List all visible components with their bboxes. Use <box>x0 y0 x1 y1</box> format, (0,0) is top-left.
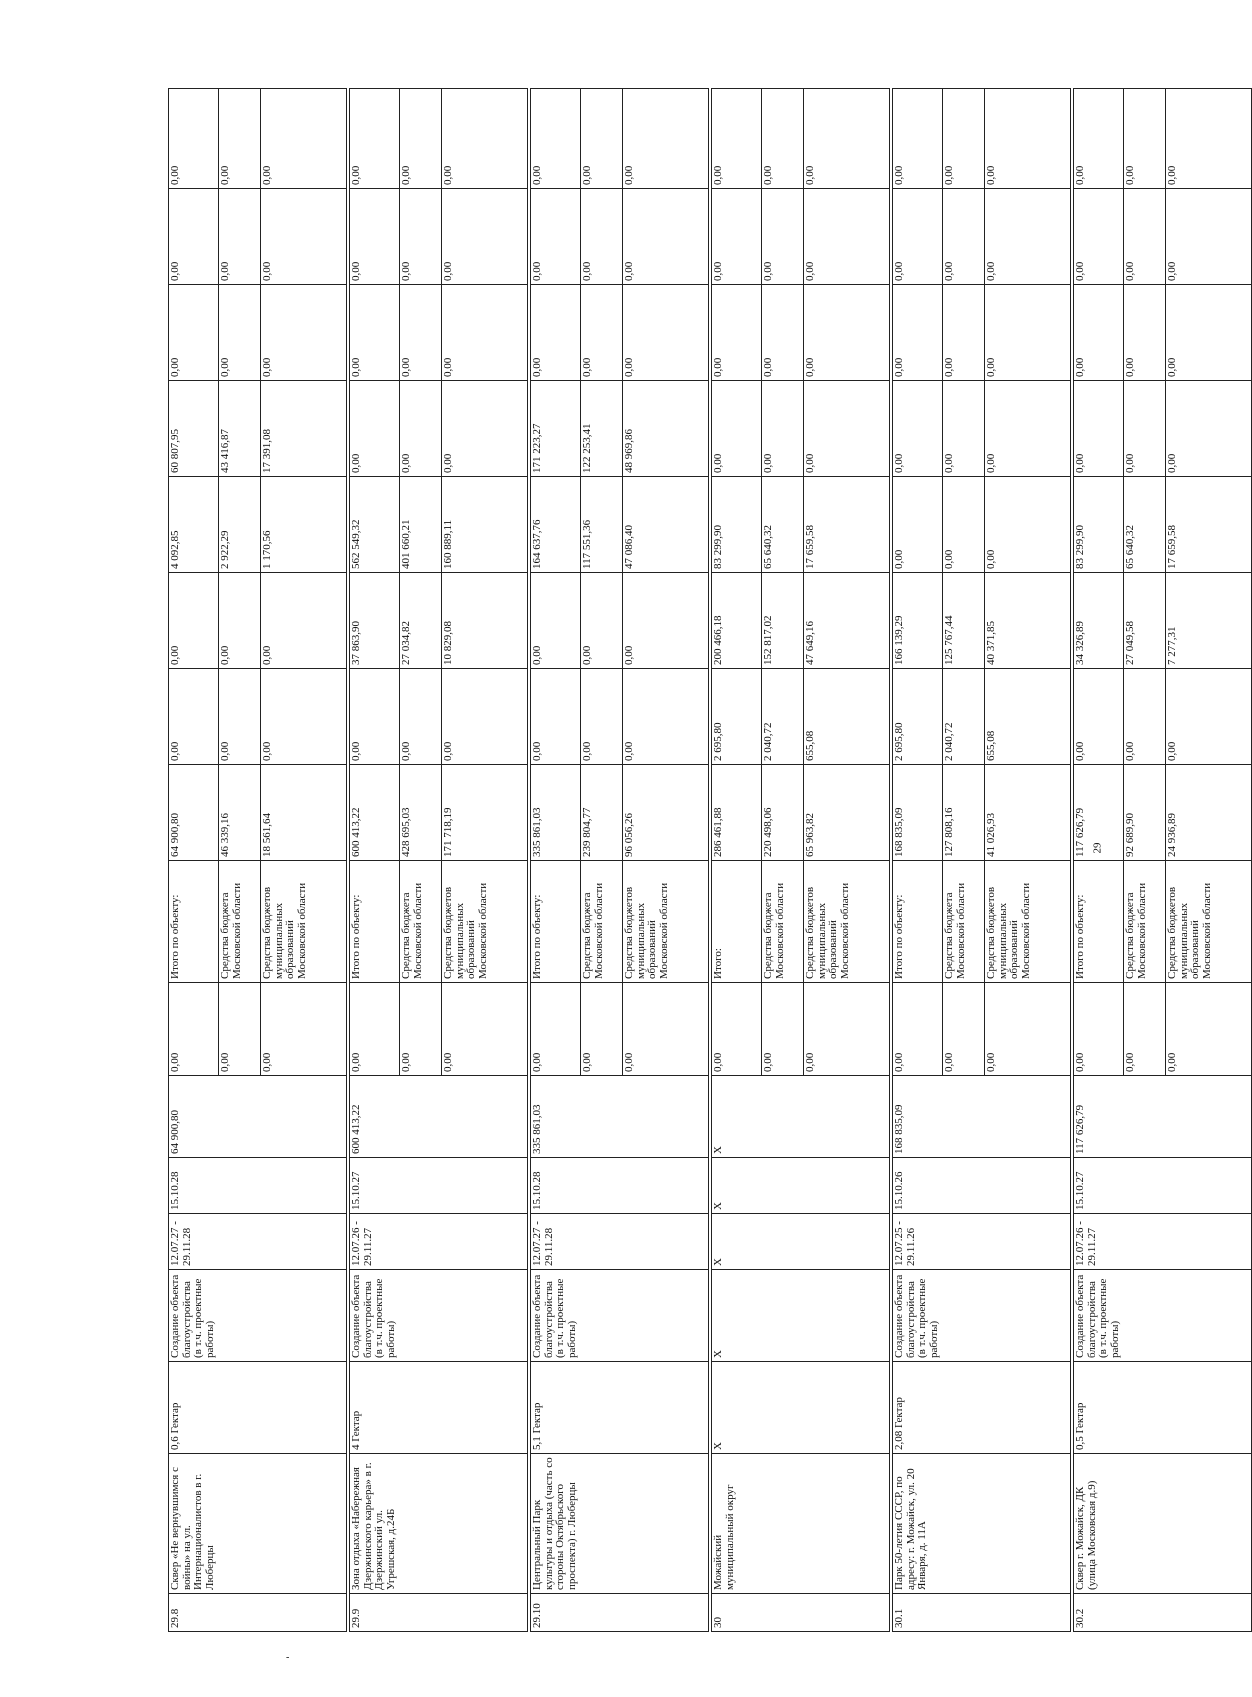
amount-cell: 0,00 <box>893 189 943 285</box>
amount-cell: 0,00 <box>985 477 1071 573</box>
amount-cell: 168 835,09 <box>893 765 943 861</box>
capacity-cell: 0,5 Гектар <box>1074 1362 1252 1454</box>
total-cost-cell: 64 900,80 <box>169 1076 347 1158</box>
amount-cell: 166 139,29 <box>893 573 943 669</box>
amount-cell: 0,00 <box>219 189 261 285</box>
amount-cell: 41 026,93 <box>985 765 1071 861</box>
amount-cell: 0,00 <box>261 189 347 285</box>
table-row <box>893 89 943 1632</box>
amount-cell: 64 900,80 <box>169 765 219 861</box>
amount-cell: 0,00 <box>169 189 219 285</box>
amount-cell: 152 817,02 <box>762 573 804 669</box>
work-type-cell: Создание объекта благоустройства (в т.ч. проектные работы) <box>531 1270 709 1362</box>
amount-cell: 0,00 <box>712 89 762 189</box>
amount-cell: 17 391,08 <box>261 381 347 477</box>
amount-cell: 0,00 <box>804 89 890 189</box>
amount-cell: 2 695,80 <box>712 669 762 765</box>
amount-cell: 0,00 <box>261 89 347 189</box>
amount-cell: 0,00 <box>219 285 261 381</box>
funding-source-cell: Итого по объекту: <box>169 861 219 983</box>
amount-cell: 34 326,89 <box>1074 573 1124 669</box>
open-date-cell: 15.10.27 <box>350 1158 528 1214</box>
amount-cell: 0,00 <box>531 285 581 381</box>
amount-cell: 286 461,88 <box>712 765 762 861</box>
funding-source-cell: Итого по объекту: <box>531 861 581 983</box>
funding-source-cell: Средства бюджетов муниципальных образований Московской области <box>261 861 347 983</box>
amount-cell: 47 086,40 <box>623 477 709 573</box>
spent-cell: 0,00 <box>442 983 528 1076</box>
amount-cell: 0,00 <box>400 669 442 765</box>
total-cost-cell: 117 626,79 <box>1074 1076 1252 1158</box>
spent-cell: 0,00 <box>985 983 1071 1076</box>
amount-cell: 48 969,86 <box>623 381 709 477</box>
amount-cell: 0,00 <box>442 89 528 189</box>
amount-cell: 0,00 <box>261 669 347 765</box>
capacity-cell: 5,1 Гектар <box>531 1362 709 1454</box>
spent-cell: 0,00 <box>169 983 219 1076</box>
capacity-cell: 2,08 Гектар <box>893 1362 1071 1454</box>
object-name-cell: Можайский муниципальный округ <box>712 1454 890 1594</box>
table-row <box>350 89 400 1632</box>
amount-cell: 0,00 <box>400 285 442 381</box>
amount-cell: 37 863,90 <box>350 573 400 669</box>
amount-cell: 0,00 <box>1124 189 1166 285</box>
amount-cell: 0,00 <box>893 477 943 573</box>
amount-cell: 24 936,89 <box>1166 765 1252 861</box>
amount-cell: 0,00 <box>943 381 985 477</box>
spent-cell: 0,00 <box>893 983 943 1076</box>
amount-cell: 2 922,29 <box>219 477 261 573</box>
amount-cell: 0,00 <box>261 573 347 669</box>
period-cell: X <box>712 1214 890 1270</box>
amount-cell: 164 637,76 <box>531 477 581 573</box>
amount-cell: 83 299,90 <box>1074 477 1124 573</box>
amount-cell: 27 049,58 <box>1124 573 1166 669</box>
spent-cell: 0,00 <box>1166 983 1252 1076</box>
work-type-cell: X <box>712 1270 890 1362</box>
amount-cell: 0,00 <box>219 669 261 765</box>
amount-cell: 171 718,19 <box>442 765 528 861</box>
amount-cell: 0,00 <box>400 189 442 285</box>
amount-cell: 65 640,32 <box>1124 477 1166 573</box>
amount-cell: 0,00 <box>985 285 1071 381</box>
amount-cell: 0,00 <box>1074 189 1124 285</box>
amount-cell: 125 767,44 <box>943 573 985 669</box>
amount-cell: 46 339,16 <box>219 765 261 861</box>
amount-cell: 0,00 <box>581 669 623 765</box>
row-number-cell: 30 <box>712 1594 890 1632</box>
row-number-cell: 30.1 <box>893 1594 1071 1632</box>
row-number-cell: 29.10 <box>531 1594 709 1632</box>
table-row <box>712 89 762 1632</box>
amount-cell: 47 649,16 <box>804 573 890 669</box>
amount-cell: 2 040,72 <box>762 669 804 765</box>
amount-cell: 65 640,32 <box>762 477 804 573</box>
amount-cell: 0,00 <box>1124 381 1166 477</box>
amount-cell: 0,00 <box>804 189 890 285</box>
spent-cell: 0,00 <box>581 983 623 1076</box>
amount-cell: 40 371,85 <box>985 573 1071 669</box>
amount-cell: 0,00 <box>943 285 985 381</box>
capacity-cell: X <box>712 1362 890 1454</box>
amount-cell: 0,00 <box>169 285 219 381</box>
amount-cell: 0,00 <box>623 285 709 381</box>
object-name-cell: Сквер «Не вернувшимся с войны» на ул. Интернационалистов в г. Люберцы <box>169 1454 347 1594</box>
open-date-cell: 15.10.28 <box>169 1158 347 1214</box>
work-type-cell: Создание объекта благоустройства (в т.ч. проектные работы) <box>1074 1270 1252 1362</box>
funding-source-cell: Средства бюджетов муниципальных образований Московской области <box>623 861 709 983</box>
funding-source-cell: Средства бюджета Московской области <box>1124 861 1166 983</box>
amount-cell: 0,00 <box>531 669 581 765</box>
spent-cell: 0,00 <box>943 983 985 1076</box>
amount-cell: 239 804,77 <box>581 765 623 861</box>
funding-source-cell: Средства бюджетов муниципальных образований Московской области <box>442 861 528 983</box>
amount-cell: 1 170,56 <box>261 477 347 573</box>
amount-cell: 0,00 <box>804 381 890 477</box>
amount-cell: 0,00 <box>712 189 762 285</box>
amount-cell: 0,00 <box>804 285 890 381</box>
amount-cell: 0,00 <box>623 573 709 669</box>
spent-cell: 0,00 <box>350 983 400 1076</box>
amount-cell: 117 551,36 <box>581 477 623 573</box>
amount-cell: 0,00 <box>1124 669 1166 765</box>
funding-source-cell: Средства бюджетов муниципальных образований Московской области <box>1166 861 1252 983</box>
amount-cell: 0,00 <box>985 189 1071 285</box>
funding-source-cell: Средства бюджета Московской области <box>581 861 623 983</box>
amount-cell: 0,00 <box>261 285 347 381</box>
object-name-cell: Парк 50-летия СССР, по адресу: г. Можайск, ул. 20 Января, д. 11А <box>893 1454 1071 1594</box>
amount-cell: 0,00 <box>169 573 219 669</box>
amount-cell: 0,00 <box>350 285 400 381</box>
amount-cell: 83 299,90 <box>712 477 762 573</box>
amount-cell: 0,00 <box>1166 381 1252 477</box>
total-cost-cell: 335 861,03 <box>531 1076 709 1158</box>
amount-cell: 0,00 <box>1166 89 1252 189</box>
spent-cell: 0,00 <box>531 983 581 1076</box>
amount-cell: 60 807,95 <box>169 381 219 477</box>
row-number-cell: 30.2 <box>1074 1594 1252 1632</box>
period-cell: 12.07.25 - 29.11.26 <box>893 1214 1071 1270</box>
amount-cell: 0,00 <box>985 381 1071 477</box>
amount-cell: 96 056,26 <box>623 765 709 861</box>
amount-cell: 0,00 <box>169 669 219 765</box>
amount-cell: 0,00 <box>442 189 528 285</box>
spent-cell: 0,00 <box>400 983 442 1076</box>
amount-cell: 0,00 <box>623 89 709 189</box>
table-body <box>169 89 1252 1632</box>
amount-cell: 0,00 <box>442 669 528 765</box>
amount-cell: 65 963,82 <box>804 765 890 861</box>
amount-cell: 0,00 <box>442 285 528 381</box>
amount-cell: 0,00 <box>531 189 581 285</box>
amount-cell: 127 808,16 <box>943 765 985 861</box>
spent-cell: 0,00 <box>712 983 762 1076</box>
spent-cell: 0,00 <box>623 983 709 1076</box>
spent-cell: 0,00 <box>219 983 261 1076</box>
amount-cell: 27 034,82 <box>400 573 442 669</box>
amount-cell: 0,00 <box>219 89 261 189</box>
financing-table <box>168 88 1252 1632</box>
amount-cell: 0,00 <box>350 381 400 477</box>
amount-cell: 0,00 <box>893 285 943 381</box>
funding-source-cell: Итого: <box>712 861 762 983</box>
amount-cell: 0,00 <box>581 573 623 669</box>
rotated-table-page <box>168 90 1213 1632</box>
spent-cell: 0,00 <box>1124 983 1166 1076</box>
amount-cell: 160 889,11 <box>442 477 528 573</box>
amount-cell: 0,00 <box>1074 381 1124 477</box>
open-date-cell: 15.10.26 <box>893 1158 1071 1214</box>
amount-cell: 0,00 <box>712 285 762 381</box>
work-type-cell: Создание объекта благоустройства (в т.ч. проектные работы) <box>893 1270 1071 1362</box>
total-cost-cell: X <box>712 1076 890 1158</box>
amount-cell: 0,00 <box>623 669 709 765</box>
amount-cell: 0,00 <box>400 89 442 189</box>
work-type-cell: Создание объекта благоустройства (в т.ч. проектные работы) <box>169 1270 347 1362</box>
amount-cell: 10 829,08 <box>442 573 528 669</box>
funding-source-cell: Итого по объекту: <box>1074 861 1124 983</box>
amount-cell: 17 659,58 <box>1166 477 1252 573</box>
amount-cell: 0,00 <box>762 89 804 189</box>
amount-cell: 17 659,58 <box>804 477 890 573</box>
spent-cell: 0,00 <box>261 983 347 1076</box>
amount-cell: 0,00 <box>623 189 709 285</box>
amount-cell: 0,00 <box>531 89 581 189</box>
amount-cell: 0,00 <box>581 89 623 189</box>
amount-cell: 0,00 <box>1166 189 1252 285</box>
amount-cell: 401 660,21 <box>400 477 442 573</box>
period-cell: 12.07.26 - 29.11.27 <box>350 1214 528 1270</box>
amount-cell: 0,00 <box>169 89 219 189</box>
amount-cell: 220 498,06 <box>762 765 804 861</box>
amount-cell: 117 626,79 <box>1074 765 1124 861</box>
amount-cell: 0,00 <box>943 89 985 189</box>
amount-cell: 7 277,31 <box>1166 573 1252 669</box>
amount-cell: 655,08 <box>985 669 1071 765</box>
stray-mark: - <box>286 1652 290 1663</box>
spent-cell: 0,00 <box>804 983 890 1076</box>
amount-cell: 4 092,85 <box>169 477 219 573</box>
open-date-cell: X <box>712 1158 890 1214</box>
capacity-cell: 4 Гектар <box>350 1362 528 1454</box>
spent-cell: 0,00 <box>762 983 804 1076</box>
spent-cell: 0,00 <box>1074 983 1124 1076</box>
amount-cell: 335 861,03 <box>531 765 581 861</box>
period-cell: 12.07.26 - 29.11.27 <box>1074 1214 1252 1270</box>
amount-cell: 0,00 <box>762 285 804 381</box>
amount-cell: 0,00 <box>442 381 528 477</box>
amount-cell: 562 549,32 <box>350 477 400 573</box>
amount-cell: 200 466,18 <box>712 573 762 669</box>
total-cost-cell: 168 835,09 <box>893 1076 1071 1158</box>
amount-cell: 43 416,87 <box>219 381 261 477</box>
amount-cell: 0,00 <box>531 573 581 669</box>
amount-cell: 0,00 <box>1166 285 1252 381</box>
amount-cell: 0,00 <box>1074 285 1124 381</box>
amount-cell: 0,00 <box>712 381 762 477</box>
table-row <box>169 89 219 1632</box>
period-cell: 12.07.27 - 29.11.28 <box>531 1214 709 1270</box>
funding-source-cell: Итого по объекту: <box>350 861 400 983</box>
amount-cell: 0,00 <box>893 381 943 477</box>
funding-source-cell: Средства бюджетов муниципальных образований Московской области <box>985 861 1071 983</box>
amount-cell: 18 561,64 <box>261 765 347 861</box>
amount-cell: 0,00 <box>893 89 943 189</box>
table-row <box>1074 89 1124 1632</box>
amount-cell: 0,00 <box>581 189 623 285</box>
amount-cell: 428 695,03 <box>400 765 442 861</box>
row-number-cell: 29.8 <box>169 1594 347 1632</box>
amount-cell: 0,00 <box>943 189 985 285</box>
funding-source-cell: Средства бюджета Московской области <box>943 861 985 983</box>
amount-cell: 0,00 <box>581 285 623 381</box>
open-date-cell: 15.10.28 <box>531 1158 709 1214</box>
funding-source-cell: Средства бюджета Московской области <box>400 861 442 983</box>
amount-cell: 2 040,72 <box>943 669 985 765</box>
amount-cell: 92 689,90 <box>1124 765 1166 861</box>
object-name-cell: Сквер г. Можайск, ДК (улица Московская д.9) <box>1074 1454 1252 1594</box>
object-name-cell: Центральный Парк культуры и отдыха (часть со стороны Октябрьского проспекта) г. Люберцы <box>531 1454 709 1594</box>
amount-cell: 600 413,22 <box>350 765 400 861</box>
amount-cell: 0,00 <box>1074 669 1124 765</box>
capacity-cell: 0,6 Гектар <box>169 1362 347 1454</box>
amount-cell: 0,00 <box>1166 669 1252 765</box>
amount-cell: 2 695,80 <box>893 669 943 765</box>
amount-cell: 0,00 <box>943 477 985 573</box>
amount-cell: 0,00 <box>985 89 1071 189</box>
amount-cell: 0,00 <box>1124 89 1166 189</box>
object-name-cell: Зона отдыха «Набережная Дзержинского карьера» в г. Дзержинский ул. Угрешская, д.24Б <box>350 1454 528 1594</box>
funding-source-cell: Средства бюджета Московской области <box>762 861 804 983</box>
amount-cell: 0,00 <box>350 669 400 765</box>
funding-source-cell: Средства бюджета Московской области <box>219 861 261 983</box>
amount-cell: 0,00 <box>762 189 804 285</box>
amount-cell: 0,00 <box>762 381 804 477</box>
work-type-cell: Создание объекта благоустройства (в т.ч. проектные работы) <box>350 1270 528 1362</box>
amount-cell: 655,08 <box>804 669 890 765</box>
page-number: 29 <box>1091 842 1104 854</box>
funding-source-cell: Итого по объекту: <box>893 861 943 983</box>
row-number-cell: 29.9 <box>350 1594 528 1632</box>
total-cost-cell: 600 413,22 <box>350 1076 528 1158</box>
open-date-cell: 15.10.27 <box>1074 1158 1252 1214</box>
funding-source-cell: Средства бюджетов муниципальных образований Московской области <box>804 861 890 983</box>
amount-cell: 0,00 <box>219 573 261 669</box>
amount-cell: 0,00 <box>350 189 400 285</box>
amount-cell: 171 223,27 <box>531 381 581 477</box>
period-cell: 12.07.27 - 29.11.28 <box>169 1214 347 1270</box>
amount-cell: 0,00 <box>1124 285 1166 381</box>
amount-cell: 122 253,41 <box>581 381 623 477</box>
amount-cell: 0,00 <box>400 381 442 477</box>
amount-cell: 0,00 <box>1074 89 1124 189</box>
table-row <box>531 89 581 1632</box>
amount-cell: 0,00 <box>350 89 400 189</box>
